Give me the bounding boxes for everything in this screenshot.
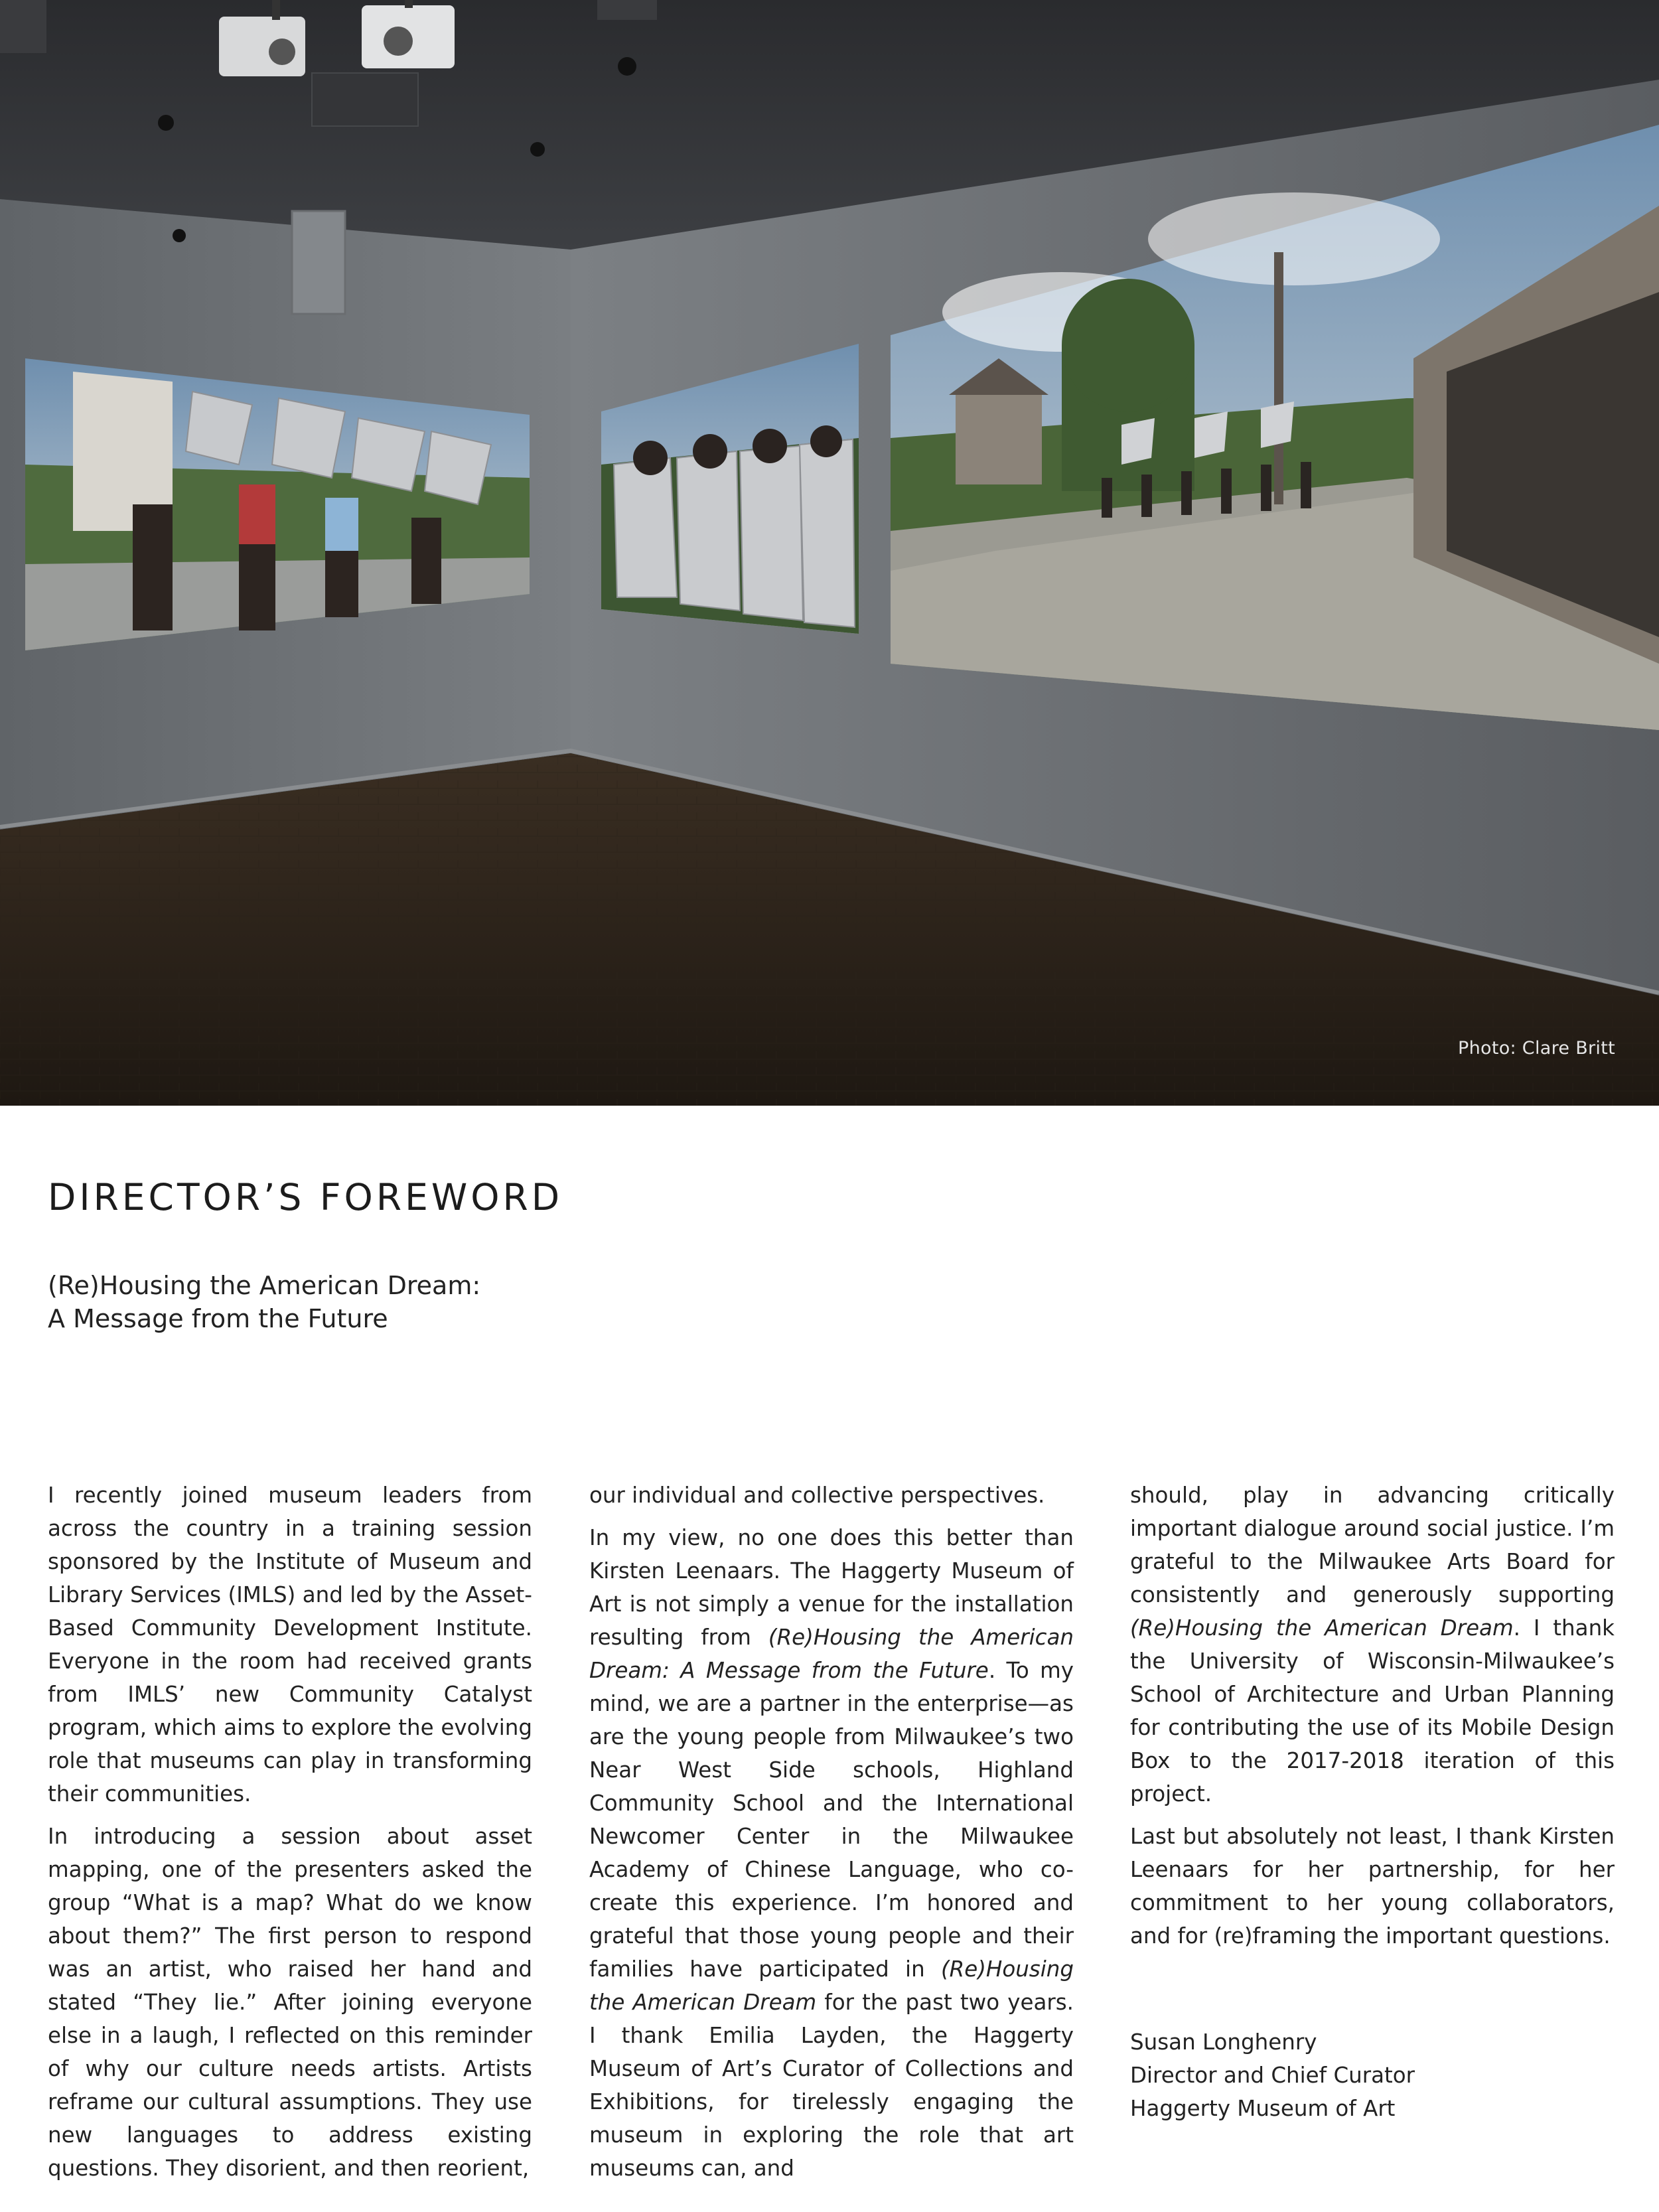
signature-name: Susan Longhenry bbox=[1130, 2029, 1317, 2055]
subtitle-line-2: A Message from the Future bbox=[48, 1304, 388, 1333]
signature-org: Haggerty Museum of Art bbox=[1130, 2096, 1396, 2121]
signature-title: Director and Chief Curator bbox=[1130, 2063, 1415, 2088]
page-title: DIRECTOR’S FOREWORD bbox=[48, 1176, 563, 1218]
text-run: for the past two years. I thank Emilia Layden, the Haggerty Museum of Art’s Curator of Collections and Exhibitions, for tirelessly engaging the museum in exploring the role that art museums can, and bbox=[589, 1990, 1074, 2181]
paragraph: I recently joined museum leaders from across the country in a training session sponsored by the Institute of Museum and Library Services (IMLS) and led by the Asset-Based Community Development Institute. Everyone in the room had received grants from IMLS’ new Community Catalyst program, which aims to explore the evolving role that museums can play in transforming their communities. bbox=[48, 1483, 532, 1806]
paragraph: Last but absolutely not least, I thank Kirsten Leenaars for her partnership, for her commitment to her young collaborators, and for (re)framing the important questions. bbox=[1130, 1824, 1615, 1949]
photo-credit: Photo: Clare Britt bbox=[1458, 1038, 1615, 1059]
text-run: should, play in advancing critically important dialogue around social justice. I’m grateful to the Milwaukee Arts Board for consistently and generously supporting bbox=[1130, 1483, 1615, 1607]
signature-block bbox=[1130, 2026, 1415, 2125]
text-column-1 bbox=[48, 1479, 532, 2194]
text-run: In my view, no one does this better than Kirsten Leenaars. The Haggerty Museum of Art is not simply a venue for the installation resulting from bbox=[589, 1525, 1074, 1650]
text-column-2 bbox=[589, 1479, 1074, 2194]
exhibition-title: (Re)Housing the American Dream: A Message from the Future bbox=[589, 1625, 1074, 1683]
text-run: . I thank the University of Wisconsin-Milwaukee’s School of Architecture and Urban Planning for contributing the use of its Mobile Design Box to the 2017-2018 iteration of this project. bbox=[1130, 1615, 1615, 1806]
paragraph: In introducing a session about asset mapping, one of the presenters asked the group “What is a map? What do we know about them?” The first person to respond was an artist, who raised her hand and stated “They lie.” After joining everyone else in a laugh, I reflected on this reminder of why our culture needs artists. Artists reframe our cultural assumptions. They use new languages to address existing questions. They disorient, and then reorient, bbox=[48, 1824, 532, 2181]
exhibition-title: (Re)Housing the American Dream bbox=[589, 1956, 1074, 2015]
subtitle-line-1: (Re)Housing the American Dream: bbox=[48, 1271, 481, 1300]
paragraph: our individual and collective perspectives. bbox=[589, 1483, 1045, 1508]
text-run: . To my mind, we are a partner in the enterprise—as are the young people from Milwaukee’s two Near West Side schools, Highland Community School and the International Newcomer Center in the Milwaukee Academy of Chinese Language, who co-create this experience. I’m honored and grateful that those young people and their families have participated in bbox=[589, 1658, 1074, 1982]
subtitle bbox=[48, 1269, 844, 1335]
text-column-3 bbox=[1130, 1479, 1615, 1962]
paragraph bbox=[589, 1521, 1074, 2185]
paragraph bbox=[1130, 1479, 1615, 1810]
exhibition-title: (Re)Housing the American Dream bbox=[1130, 1615, 1514, 1641]
